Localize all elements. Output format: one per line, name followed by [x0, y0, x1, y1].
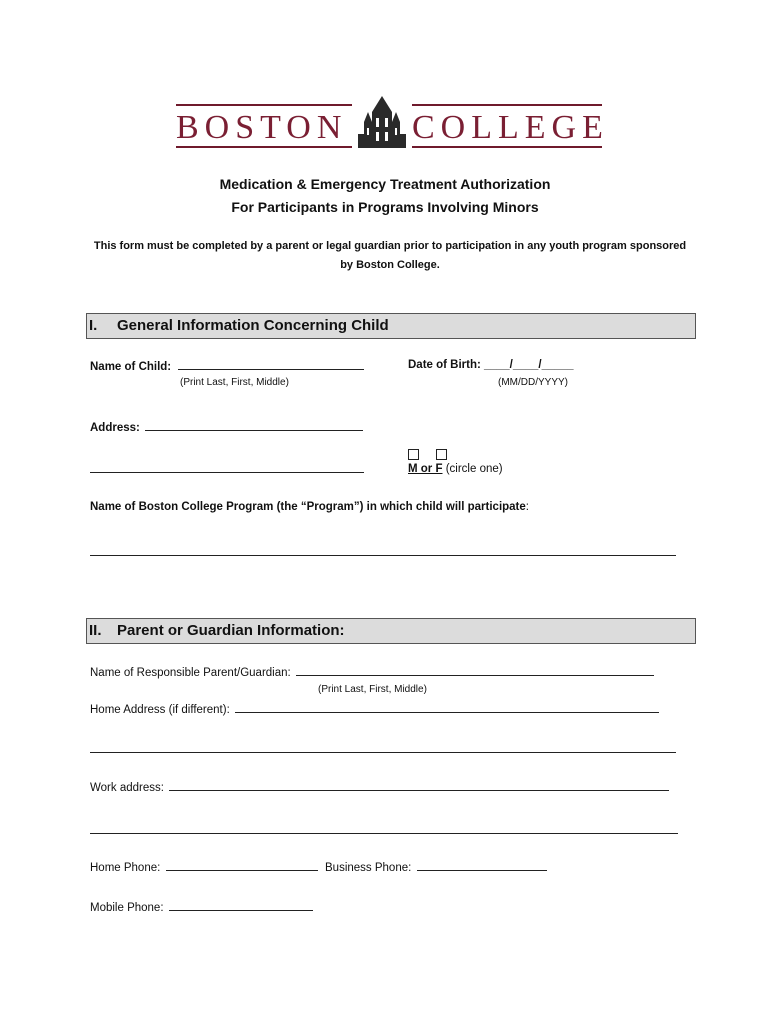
home-address-blank[interactable]: [235, 701, 659, 713]
mobile-phone-label: Mobile Phone:: [90, 902, 164, 914]
section-1-header: [86, 313, 696, 339]
parent-name-blank[interactable]: [296, 664, 654, 676]
section-2-header: [86, 618, 696, 644]
dob-hint: (MM/DD/YYYY): [498, 377, 568, 388]
logo-rule-top-right: [412, 104, 602, 106]
home-address-label: Home Address (if different):: [90, 704, 230, 716]
gasson-tower-icon: [356, 94, 408, 150]
address-blank[interactable]: [145, 419, 363, 431]
sex-options[interactable]: M or F: [408, 463, 443, 475]
dob-field[interactable]: [408, 358, 574, 372]
dob-label: Date of Birth:: [408, 359, 481, 371]
program-field: [90, 500, 529, 514]
parent-name-field[interactable]: [90, 664, 654, 680]
business-phone-label: Business Phone:: [325, 862, 412, 874]
sex-f-checkbox[interactable]: [436, 449, 447, 460]
section-2-number: II.: [89, 622, 102, 639]
work-address-field[interactable]: [90, 779, 669, 795]
mobile-phone-field[interactable]: [90, 899, 313, 915]
program-blank[interactable]: [90, 555, 676, 556]
form-title-line1: Medication & Emergency Treatment Authorization: [219, 176, 551, 192]
intro-text: This form must be completed by a parent or legal guardian prior to participation in any youth program sponsored by Boston College.: [93, 240, 687, 271]
home-phone-label: Home Phone:: [90, 862, 161, 874]
sex-field: [408, 462, 503, 476]
business-phone-blank[interactable]: [417, 859, 547, 871]
business-phone-field[interactable]: [325, 859, 547, 875]
home-address-field[interactable]: [90, 701, 659, 717]
section-1-heading: General Information Concerning Child: [117, 317, 389, 334]
program-label: Name of Boston College Program (the “Program”) in which child will participate: [90, 501, 526, 513]
logo-rule-bottom-right: [412, 146, 602, 148]
program-colon: :: [525, 501, 529, 513]
sex-hint: (circle one): [445, 463, 503, 475]
work-address-line-2[interactable]: [90, 833, 678, 834]
address-line-2[interactable]: [90, 472, 364, 473]
sex-m-checkbox[interactable]: [408, 449, 419, 460]
work-address-blank[interactable]: [169, 779, 669, 791]
child-name-blank[interactable]: [178, 358, 364, 370]
logo-word-left: BOSTON: [176, 109, 348, 146]
home-address-line-2[interactable]: [90, 752, 676, 753]
child-name-label: Name of Child:: [90, 361, 172, 373]
section-1-number: I.: [89, 317, 98, 334]
form-title-line2: For Participants in Programs Involving Minors: [231, 199, 539, 215]
child-name-field[interactable]: [90, 358, 364, 374]
parent-name-label: Name of Responsible Parent/Guardian:: [90, 667, 291, 679]
address-label: Address:: [90, 422, 140, 434]
home-phone-blank[interactable]: [166, 859, 318, 871]
logo-rule-top-left: [176, 104, 352, 106]
child-name-hint: (Print Last, First, Middle): [180, 377, 289, 388]
parent-name-hint: (Print Last, First, Middle): [318, 684, 427, 695]
mobile-phone-blank[interactable]: [169, 899, 313, 911]
work-address-label: Work address:: [90, 782, 164, 794]
section-2-heading: Parent or Guardian Information:: [117, 622, 345, 639]
dob-blanks[interactable]: ____/____/_____: [484, 359, 574, 371]
logo-word-right: COLLEGE: [412, 109, 609, 146]
logo-rule-bottom-left: [176, 146, 352, 148]
home-phone-field[interactable]: [90, 859, 318, 875]
address-field[interactable]: [90, 419, 363, 435]
